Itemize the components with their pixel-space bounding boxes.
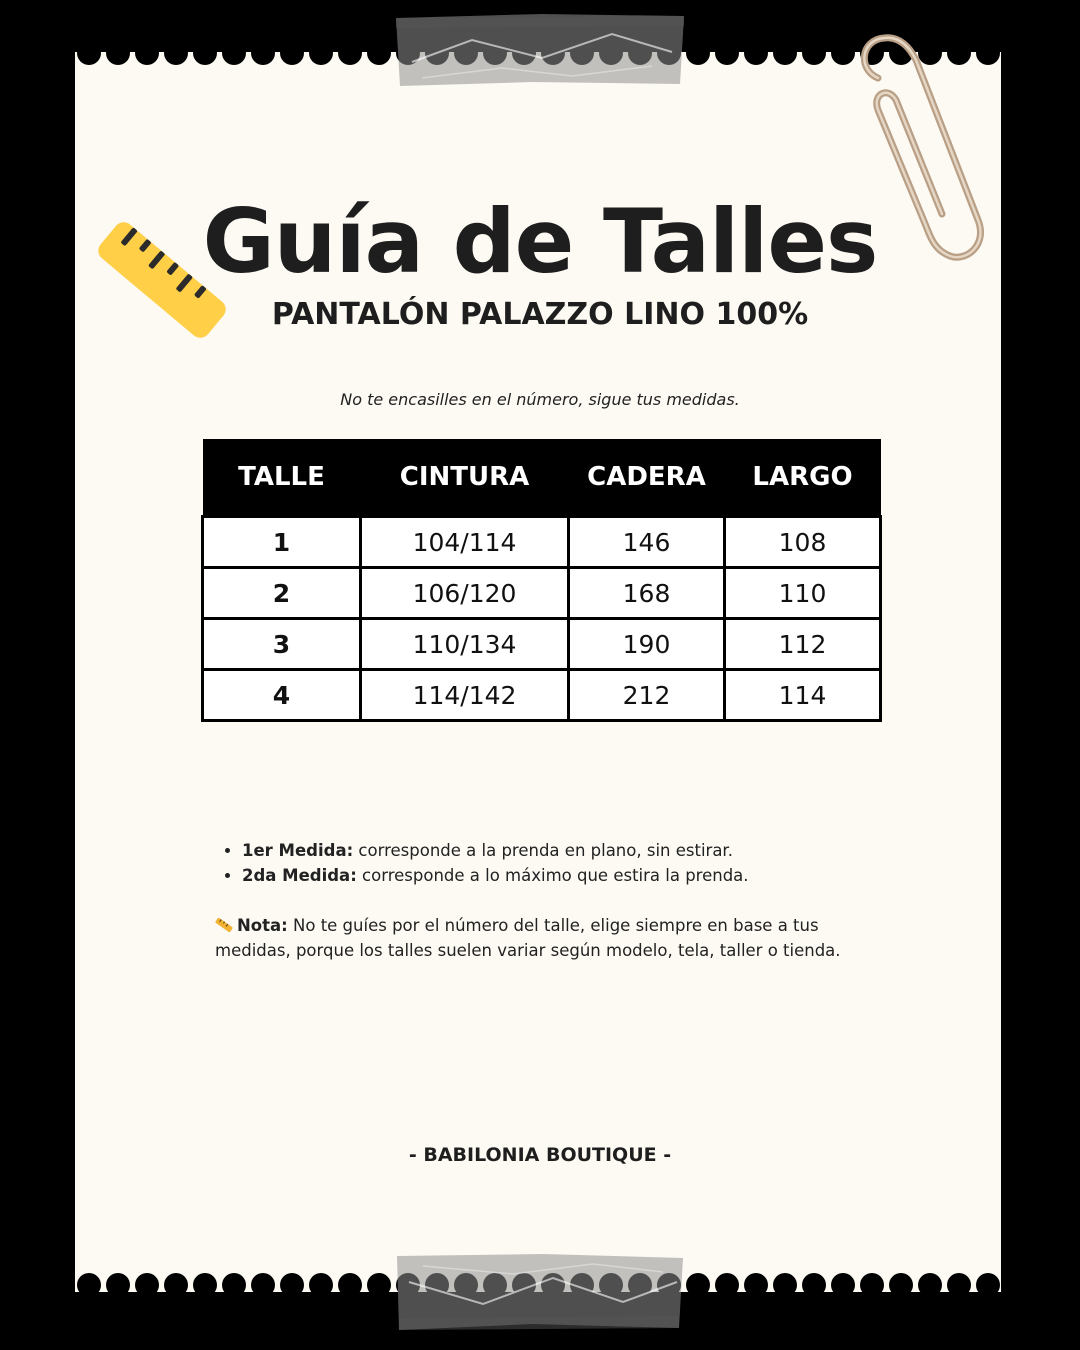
cell-cadera: 146 [569, 517, 725, 568]
column-header-cadera: CADERA [569, 439, 725, 517]
cell-talle: 4 [203, 670, 361, 721]
table-row [203, 517, 881, 568]
brand-footer: - BABILONIA BOUTIQUE - [408, 1144, 672, 1166]
note-label: 1er Medida: [242, 841, 354, 860]
tagline: No te encasilles en el número, sigue tus medidas. [340, 390, 740, 409]
column-header-talle: TALLE [203, 439, 361, 517]
note-text: corresponde a lo máximo que estira la prenda. [356, 866, 749, 885]
nota-paragraph [215, 913, 895, 963]
list-item [242, 838, 942, 863]
cell-largo: 114 [725, 670, 881, 721]
nota-text: No te guíes por el número del talle, elige siempre en base a tus medidas, porque los talles suelen variar según modelo, tela, taller o tienda. [215, 916, 841, 960]
cell-cintura: 110/134 [361, 619, 569, 670]
tape-strip-bottom [393, 1252, 687, 1332]
table-row [203, 670, 881, 721]
cell-cintura: 106/120 [361, 568, 569, 619]
cell-cintura: 104/114 [361, 517, 569, 568]
cell-largo: 108 [725, 517, 881, 568]
product-subtitle: PANTALÓN PALAZZO LINO 100% [271, 297, 809, 332]
note-text: corresponde a la prenda en plano, sin estirar. [353, 841, 733, 860]
column-header-cintura: CINTURA [361, 439, 569, 517]
column-header-largo: LARGO [725, 439, 881, 517]
cell-cintura: 114/142 [361, 670, 569, 721]
cell-largo: 110 [725, 568, 881, 619]
page-title: Guía de Talles [202, 190, 878, 293]
measurement-notes [215, 838, 942, 888]
table-row [203, 568, 881, 619]
cell-largo: 112 [725, 619, 881, 670]
note-label: 2da Medida: [242, 866, 357, 885]
size-table [201, 439, 882, 722]
tape-strip-top [392, 12, 688, 88]
nota-label: Nota: [237, 916, 288, 935]
list-item [242, 863, 942, 888]
cell-talle: 1 [203, 517, 361, 568]
cell-talle: 3 [203, 619, 361, 670]
table-header-row [203, 439, 881, 517]
cell-cadera: 212 [569, 670, 725, 721]
ruler-emoji-icon [215, 917, 233, 933]
cell-cadera: 168 [569, 568, 725, 619]
cell-talle: 2 [203, 568, 361, 619]
table-row [203, 619, 881, 670]
cell-cadera: 190 [569, 619, 725, 670]
